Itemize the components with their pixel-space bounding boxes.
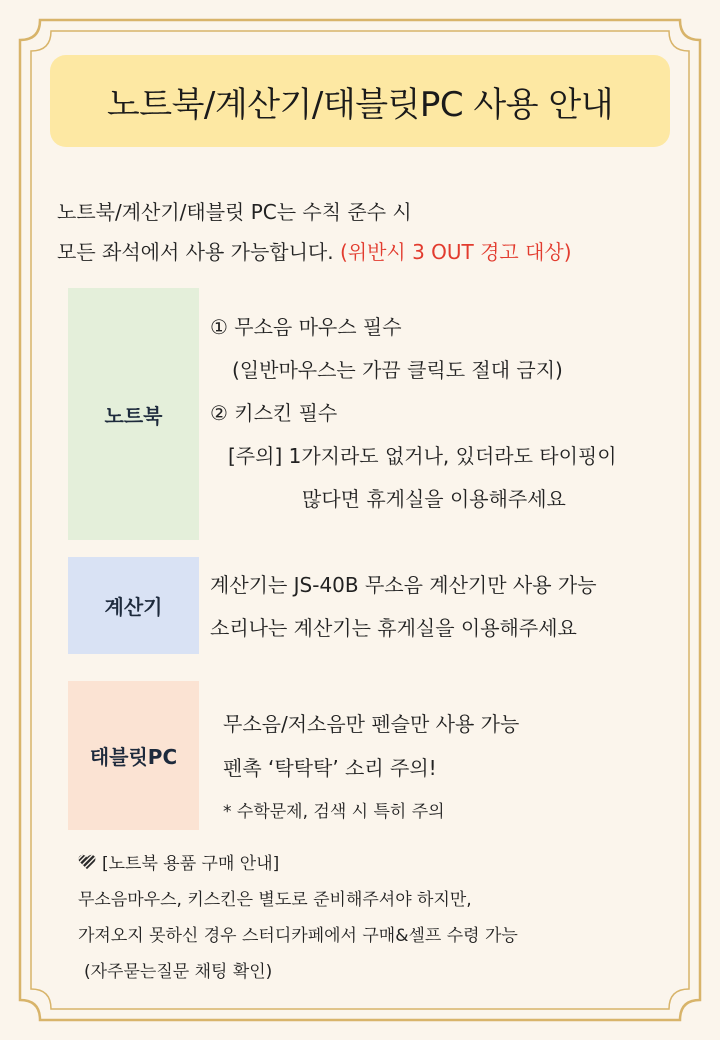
notebook-rule-1-note: (일반마우스는 가끔 클릭도 절대 금지) xyxy=(232,358,563,382)
intro-text xyxy=(57,192,572,272)
purchase-line-2: 가져오지 못하신 경우 스터디카페에서 구매&셀프 수령 가능 xyxy=(78,926,518,946)
calculator-label: 계산기 xyxy=(104,595,163,619)
title-banner xyxy=(50,55,670,147)
purchase-heading-row xyxy=(78,846,518,882)
tablet-rule-2: 펜촉 ‘탁탁탁’ 소리 주의! xyxy=(223,756,437,780)
purchase-line-3: (자주묻는질문 채팅 확인) xyxy=(84,962,273,982)
tablet-rule-note: * 수학문제, 검색 시 특히 주의 xyxy=(223,802,445,822)
calculator-label-box xyxy=(68,557,199,654)
intro-line-2-text: 모든 좌석에서 사용 가능합니다. xyxy=(57,240,340,264)
notebook-label-box xyxy=(68,288,199,540)
notebook-rule-2: ② 키스킨 필수 xyxy=(210,401,338,425)
tablet-rules xyxy=(223,702,519,834)
notebook-label: 노트북 xyxy=(104,403,163,428)
notebook-rule-1: ① 무소음 마우스 필수 xyxy=(210,315,402,339)
tablet-label-box xyxy=(68,681,199,830)
calculator-rule-2: 소리나는 계산기는 휴게실을 이용해주세요 xyxy=(210,616,577,640)
heart-icon xyxy=(78,854,96,870)
intro-line-2 xyxy=(57,232,572,272)
warning-text: (위반시 3 OUT 경고 대상) xyxy=(339,240,572,264)
page-title: 노트북/계산기/태블릿PC 사용 안내 xyxy=(106,84,614,125)
purchase-line-1: 무소음마우스, 키스킨은 별도로 준비해주셔야 하지만, xyxy=(78,890,472,910)
notebook-rules xyxy=(210,306,617,521)
purchase-notice xyxy=(78,846,518,990)
intro-line-1: 노트북/계산기/태블릿 PC는 수칙 준수 시 xyxy=(57,200,412,224)
notebook-caution: [주의] 1가지라도 없거나, 있더라도 타이핑이 xyxy=(228,444,617,468)
tablet-rule-1: 무소음/저소음만 펜슬만 사용 가능 xyxy=(223,712,520,736)
purchase-heading: [노트북 용품 구매 안내] xyxy=(102,854,280,874)
calculator-rule-1: 계산기는 JS-40B 무소음 계산기만 사용 가능 xyxy=(210,573,597,597)
tablet-label: 태블릿PC xyxy=(89,745,178,769)
notebook-caution-cont: 많다면 휴게실을 이용해주세요 xyxy=(302,487,566,511)
calculator-rules xyxy=(210,564,597,650)
